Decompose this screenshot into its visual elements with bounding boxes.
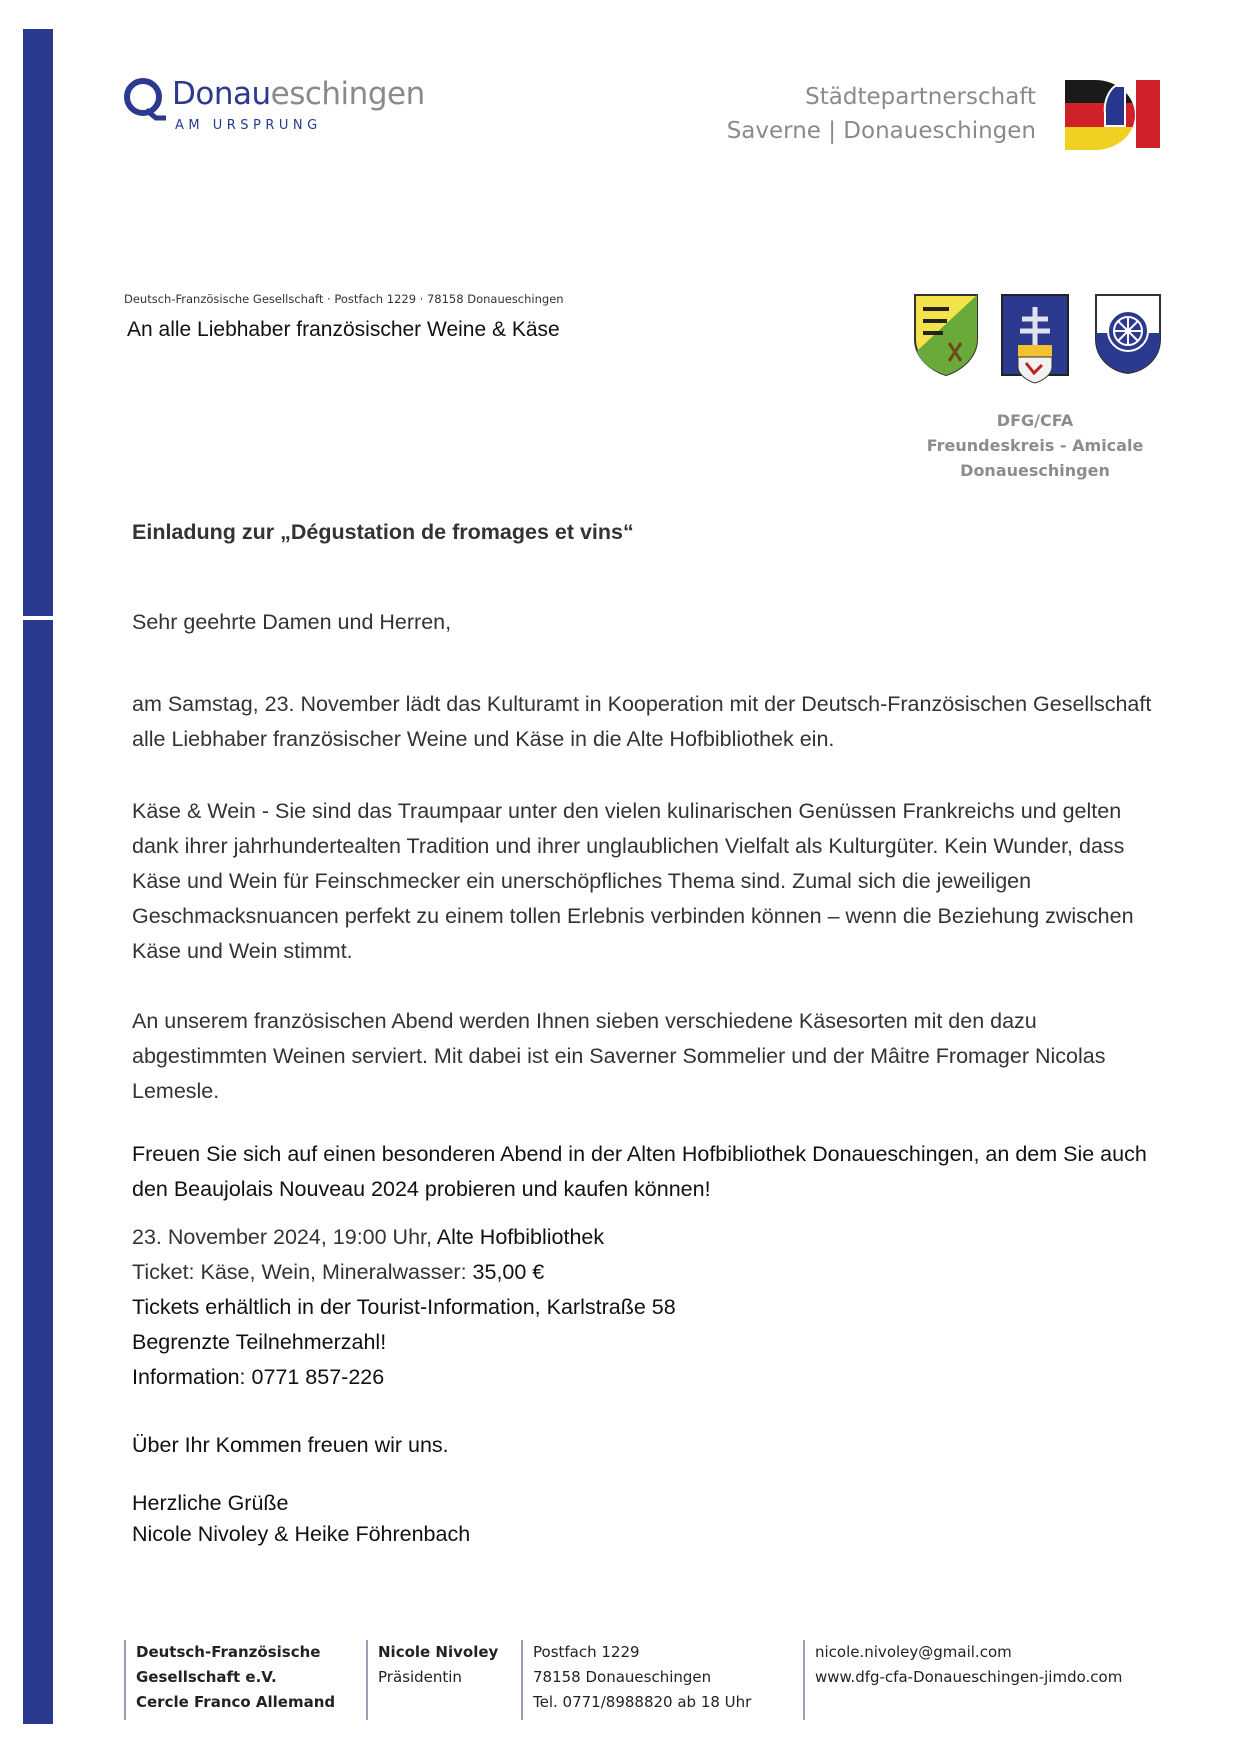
footer-org-line: Deutsch-Französische xyxy=(136,1643,321,1661)
event-date-line xyxy=(132,1220,1172,1255)
german-french-flag-logo-icon xyxy=(1065,80,1162,150)
regards-block xyxy=(132,1488,1172,1550)
footer-person xyxy=(366,1640,498,1720)
logo-subtitle: AM URSPRUNG xyxy=(175,118,322,133)
logo-light: eschingen xyxy=(270,76,425,112)
footer-phone: Tel. 0771/8988820 ab 18 Uhr xyxy=(533,1693,752,1711)
ticket-price: 35,00 € xyxy=(466,1260,545,1284)
footer-org-line: Cercle Franco Allemand xyxy=(136,1693,336,1711)
donaueschingen-wheel-crest-icon xyxy=(1094,293,1162,375)
footer xyxy=(0,1640,1239,1720)
partnership-line1: Städtepartnerschaft xyxy=(805,84,1036,110)
tickets-info: Tickets erhältlich in der Tourist-Information, Karlstraße 58 xyxy=(132,1295,676,1319)
org-label-line2: Freundeskreis - Amicale xyxy=(926,436,1144,455)
saverne-crest-icon xyxy=(1000,293,1070,385)
recipient: An alle Liebhaber französischer Weine & Käse xyxy=(127,318,560,341)
footer-person-role: Präsidentin xyxy=(378,1668,462,1686)
paragraph-1: am Samstag, 23. November lädt das Kulturamt in Kooperation mit der Deutsch-Französischen Gesellschaft alle Liebhaber französischer Weine und Käse in die Alte Hofbibliothek ein. xyxy=(132,691,1152,751)
partnership-text xyxy=(727,80,1036,148)
footer-org-line: Gesellschaft e.V. xyxy=(136,1668,277,1686)
partnership-line2: Saverne | Donaueschingen xyxy=(726,118,1036,144)
limited-notice: Begrenzte Teilnehmerzahl! xyxy=(132,1330,387,1354)
sidebar-bar-bottom xyxy=(23,620,53,1724)
donaueschingen-q-logo-icon xyxy=(122,76,168,122)
logo-bold: Donau xyxy=(172,76,271,112)
footer-org xyxy=(124,1640,335,1720)
footer-email-link[interactable]: nicole.nivoley@gmail.com xyxy=(815,1643,1012,1661)
paragraph-3: An unserem französischen Abend werden Ihnen sieben verschiedene Käsesorten mit den dazu abgestimmten Weinen serviert. Mit dabei ist ein Saverner Sommelier und der Mâitre Fromager Nicolas Lemesle. xyxy=(132,1008,1106,1103)
footer-person-name: Nicole Nivoley xyxy=(378,1643,499,1661)
closing: Über Ihr Kommen freuen wir uns. xyxy=(132,1433,449,1457)
org-label-line1: DFG/CFA xyxy=(996,411,1074,430)
logo-wordmark xyxy=(172,76,425,112)
footer-address-line: Postfach 1229 xyxy=(533,1643,640,1661)
org-label-line3: Donaueschingen xyxy=(960,461,1110,480)
footer-address-line: 78158 Donaueschingen xyxy=(533,1668,712,1686)
regards: Herzliche Grüße xyxy=(132,1491,289,1515)
baden-wuerttemberg-crest-icon xyxy=(913,293,979,377)
event-details xyxy=(132,1220,1172,1395)
org-label xyxy=(915,408,1155,483)
sender-line: Deutsch-Französische Gesellschaft · Postfach 1229 · 78158 Donaueschingen xyxy=(124,292,564,306)
footer-address xyxy=(521,1640,751,1720)
information-phone: Information: 0771 857-226 xyxy=(132,1365,385,1389)
signatures: Nicole Nivoley & Heike Föhrenbach xyxy=(132,1522,471,1546)
footer-website-link[interactable]: www.dfg-cfa-Donaueschingen-jimdo.com xyxy=(815,1668,1123,1686)
ticket-line xyxy=(132,1255,1172,1290)
ticket-label: Ticket: Käse, Wein, Mineralwasser: xyxy=(132,1260,467,1284)
event-date-time: 23. November 2024, 19:00 Uhr, xyxy=(132,1225,432,1249)
paragraph-4: Freuen Sie sich auf einen besonderen Abend in der Alten Hofbibliothek Donaueschingen, an dem Sie auch den Beaujolais Nouveau 2024 probieren und kaufen können! xyxy=(132,1141,1147,1201)
footer-contact xyxy=(803,1640,1122,1720)
salutation: Sehr geehrte Damen und Herren, xyxy=(132,610,452,634)
sidebar-bar-top xyxy=(23,29,53,616)
event-venue: Alte Hofbibliothek xyxy=(432,1225,605,1249)
paragraph-2: Käse & Wein - Sie sind das Traumpaar unter den vielen kulinarischen Genüssen Frankreichs und gelten dank ihrer jahrhundertealten Tradition und ihrer unglaublichen Vielfalt als Kulturgüter. Kein Wunder, dass Käse und Wein für Feinschmecker ein unerschöpfliches Thema sind. Zumal sich die jeweiligen Geschmacksnuancen perfekt zu einem tollen Erlebnis verbinden können – wenn die Beziehung zwischen Käse und Wein stimmt. xyxy=(132,798,1134,963)
letter-title: Einladung zur „Dégustation de fromages et vins“ xyxy=(132,520,634,544)
